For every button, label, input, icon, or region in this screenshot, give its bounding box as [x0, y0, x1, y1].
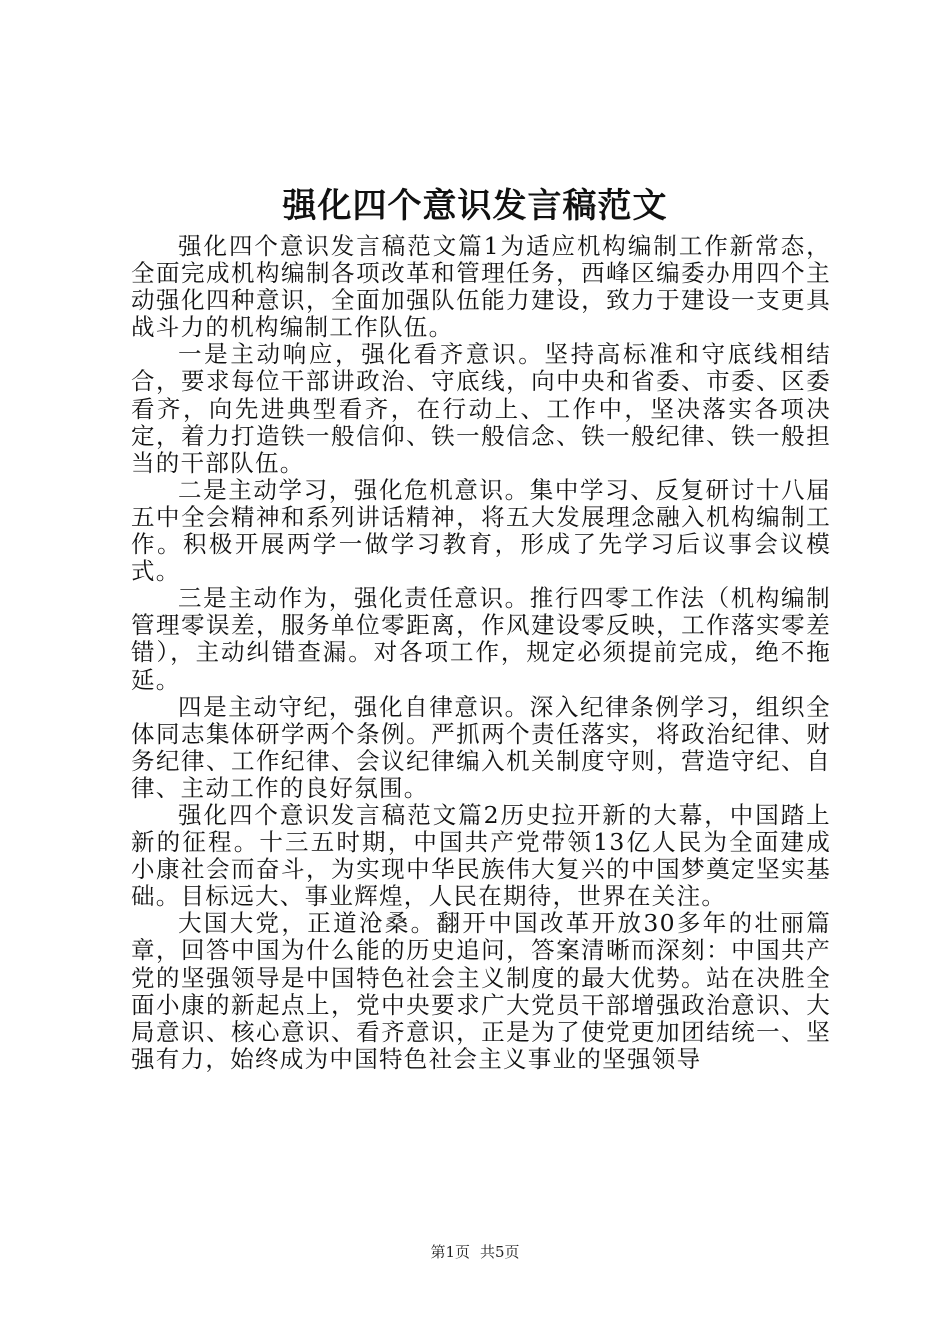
paragraph-4: 三是主动作为，强化责任意识。推行四零工作法（机构编制管理零误差，服务单位零距离，作风建设零反映，工作落实零差错），主动纠错查漏。对各项工作，规定必须提前完成，绝不拖延。: [131, 584, 831, 694]
page-total: 共5页: [480, 1243, 520, 1261]
page-footer: [0, 1240, 950, 1264]
paragraph-1: 强化四个意识发言稿范文篇1为适应机构编制工作新常态，全面完成机构编制各项改革和管理任务，西峰区编委办用四个主动强化四种意识，全面加强队伍能力建设，致力于建设一支更具战斗力的机构编制工作队伍。: [131, 232, 831, 342]
paragraph-2: 一是主动响应，强化看齐意识。坚持高标准和守底线相结合，要求每位干部讲政治、守底线，向中央和省委、市委、区委看齐，向先进典型看齐，在行动上、工作中，坚决落实各项决定，着力打造铁一般信仰、铁一般信念、铁一般纪律、铁一般担当的干部队伍。: [131, 340, 831, 477]
paragraph-5: 四是主动守纪，强化自律意识。深入纪律条例学习，组织全体同志集体研学两个条例。严抓两个责任落实，将政治纪律、财务纪律、工作纪律、会议纪律编入机关制度守则，营造守纪、自律、主动工作的良好氛围。: [131, 692, 831, 802]
document-body: [131, 233, 831, 1073]
paragraph-3: 二是主动学习，强化危机意识。集中学习、反复研讨十八届五中全会精神和系列讲话精神，将五大发展理念融入机构编制工作。积极开展两学一做学习教育，形成了先学习后议事会议模式。: [131, 475, 831, 586]
document-title: 强化四个意识发言稿范文: [282, 186, 668, 226]
paragraph-6: 强化四个意识发言稿范文篇2历史拉开新的大幕，中国踏上新的征程。十三五时期，中国共产党带领13亿人民为全面建成小康社会而奋斗，为实现中华民族伟大复兴的中国梦奠定坚实基础。目标远大、事业辉煌，人民在期待，世界在关注。: [131, 800, 831, 911]
paragraph-7: 大国大党，正道沧桑。翻开中国改革开放30多年的壮丽篇章，回答中国为什么能的历史追问，答案清晰而深刻：中国共产党的坚强领导是中国特色社会主义制度的最大优势。站在决胜全面小康的新起点上，党中央要求广大党员干部增强政治意识、大局意识、核心意识、看齐意识，正是为了使党更加团结统一、坚强有力，始终成为中国特色社会主义事业的坚强领导: [131, 909, 831, 1073]
page-number: 第1页: [430, 1243, 470, 1261]
